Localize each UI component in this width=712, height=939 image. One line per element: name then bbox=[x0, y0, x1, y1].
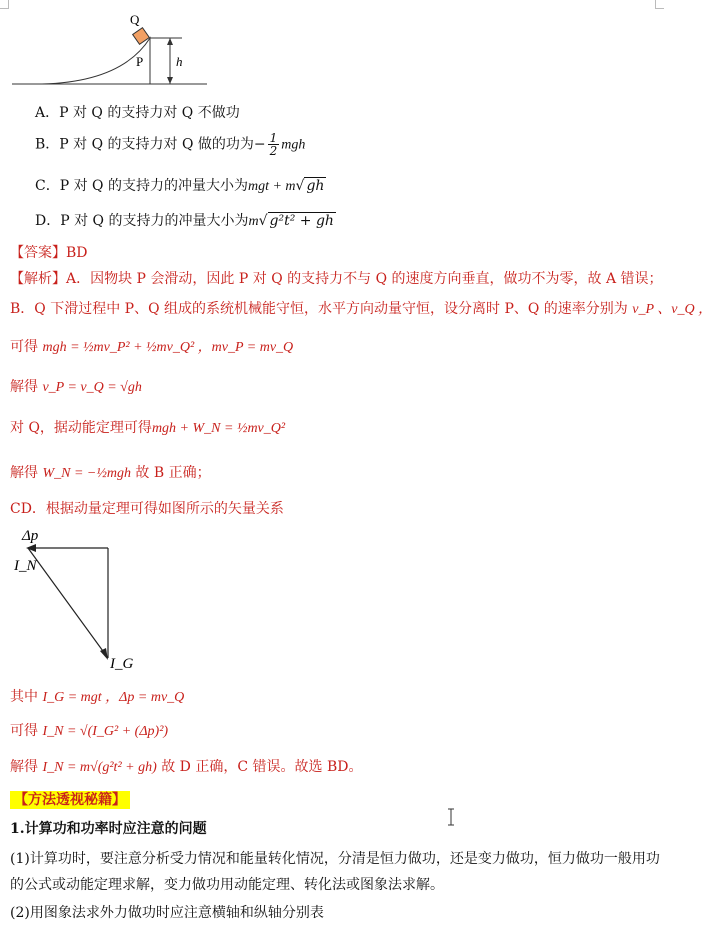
label-q: Q bbox=[130, 12, 140, 27]
option-d: D．P 对 Q 的支持力的冲量大小为m√ g²t² + gh bbox=[35, 213, 334, 229]
in-vector bbox=[28, 548, 108, 658]
dp-arrowhead bbox=[26, 544, 36, 552]
page-corner-mark bbox=[0, 0, 9, 9]
tips-badge: 【方法透视秘籍】 bbox=[10, 791, 130, 809]
option-b: B．P 对 Q 的支持力对 Q 做的功为− $\frac{1}{2}$ mgh bbox=[35, 131, 306, 158]
answer-line: 【答案】BD bbox=[10, 245, 88, 261]
label-h: h bbox=[176, 54, 183, 69]
curved-slope bbox=[42, 38, 150, 84]
text-cursor-icon bbox=[446, 808, 456, 826]
ig-arrowhead bbox=[100, 648, 108, 660]
analysis-line-3: 可得 mgh = ½mv_P² + ½mv_Q² ，mv_P = mv_Q bbox=[10, 339, 294, 355]
analysis-line-7: CD．根据动量定理可得如图所示的矢量关系 bbox=[10, 501, 284, 517]
label-dp: Δp bbox=[22, 528, 39, 544]
tips-badge-line bbox=[10, 789, 130, 809]
analysis-line-6: 解得 W_N = −½mgh 故 B 正确； bbox=[10, 465, 211, 481]
analysis-line-2: B．Q 下滑过程中 P、Q 组成的系统机械能守恒，水平方向动量守恒，设分离时 P、Q 的速率分别为 v_P 、v_Q ， bbox=[10, 301, 712, 317]
tips-paragraph-2: (2)用图象法求外力做功时应注意横轴和纵轴分别表 bbox=[10, 905, 324, 921]
analysis-line-5: 对 Q，据动能定理可得mgh + W_N = ½mv_Q² bbox=[10, 420, 286, 436]
option-c: C．P 对 Q 的支持力的冲量大小为mgt + m√ gh bbox=[35, 178, 325, 194]
label-ig: I_G bbox=[110, 656, 134, 672]
analysis-line-10: 解得 I_N = m√(g²t² + gh) 故 D 正确，C 错误。故选 BD。 bbox=[10, 759, 363, 775]
tips-paragraph-1b: 的公式或动能定理求解，变力做功用动能定理、转化法或图象法求解。 bbox=[10, 877, 444, 893]
tips-heading: 1.计算功和功率时应注意的问题 bbox=[10, 821, 207, 837]
vector-figure bbox=[10, 524, 140, 674]
label-p: P bbox=[136, 54, 144, 69]
analysis-line-9: 可得 I_N = √(I_G² + (Δp)²) bbox=[10, 723, 169, 739]
analysis-line-1: 【解析】A．因物块 P 会滑动，因此 P 对 Q 的支持力不与 Q 的速度方向垂直，做功不为零，故 A 错误； bbox=[10, 271, 663, 287]
analysis-line-8: 其中 I_G = mgt ，Δp = mv_Q bbox=[10, 689, 185, 705]
analysis-line-4: 解得 v_P = v_Q = √gh bbox=[10, 379, 142, 395]
height-arrow-down bbox=[167, 77, 173, 84]
option-a: A．P 对 Q 的支持力对 Q 不做功 bbox=[35, 105, 240, 121]
height-arrow-up bbox=[167, 38, 173, 45]
label-in: I_N bbox=[14, 558, 37, 574]
page-corner-mark bbox=[655, 0, 664, 9]
tips-paragraph-1a: (1)计算功时，要注意分析受力情况和能量转化情况，分清是恒力做功，还是变力做功，恒力做功一般用功 bbox=[10, 851, 660, 867]
incline-figure bbox=[12, 12, 212, 92]
